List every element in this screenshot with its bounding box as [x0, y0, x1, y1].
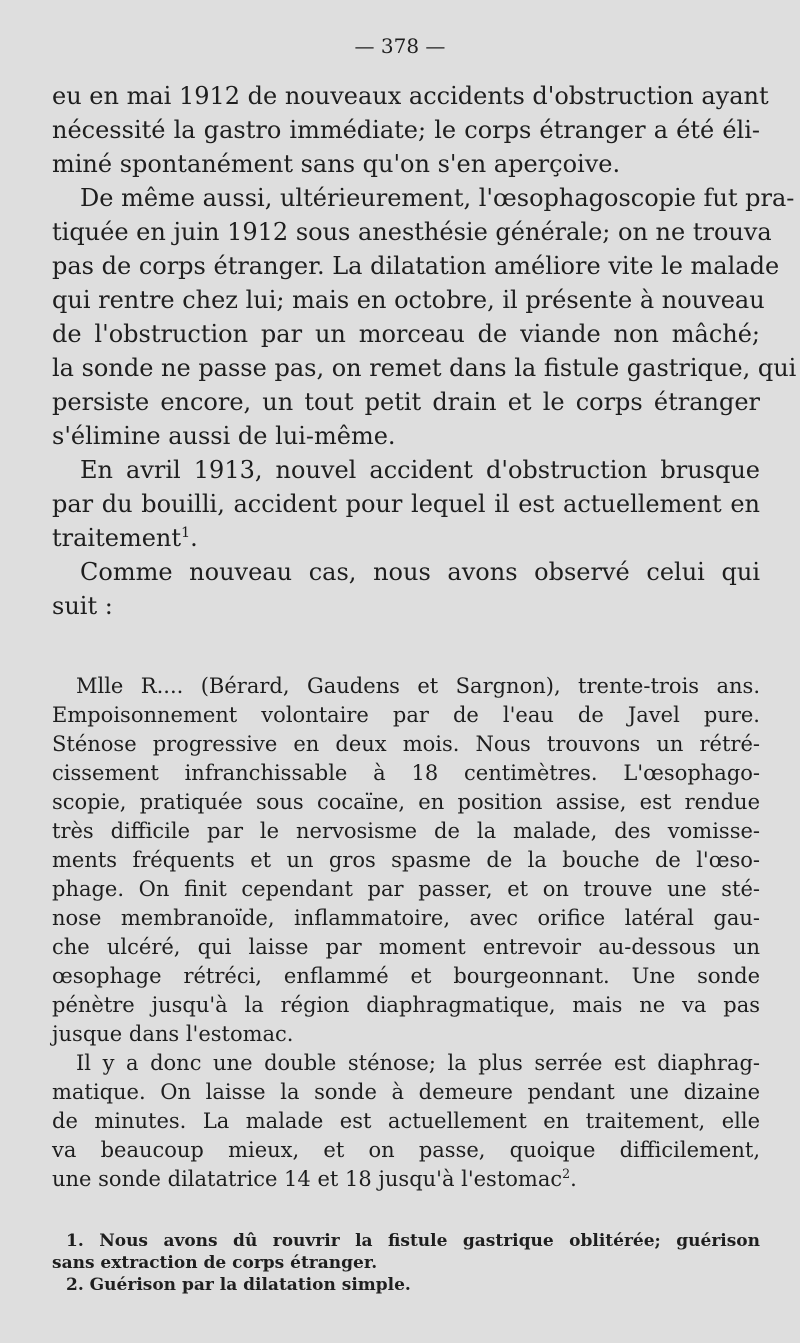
- text-line: tiquée en juin 1912 sous anesthésie générale; on ne trouva: [52, 218, 772, 246]
- text-line: s'élimine aussi de lui-même.: [52, 422, 396, 450]
- text-line: qui rentre chez lui; mais en octobre, il présente à nouveau: [52, 286, 765, 314]
- text-fragment: traitement: [52, 524, 182, 552]
- case-line: très difficile par le nervosisme de la malade, des vomisse-: [52, 819, 760, 843]
- footnote-line: sans extraction de corps étranger.: [52, 1253, 378, 1273]
- text-line: de l'obstruction par un morceau de viande non mâché;: [52, 320, 760, 348]
- text-line: nécessité la gastro immédiate; le corps étranger a été éli-: [52, 116, 760, 144]
- case-line: cissement infranchissable à 18 centimètres. L'œsophago-: [52, 761, 760, 785]
- text-line: par du bouilli, accident pour lequel il est actuellement en: [52, 490, 760, 518]
- case-line: va beaucoup mieux, et on passe, quoique difficilement,: [52, 1138, 760, 1162]
- text-line-with-footnote: traitement$^1$.: [52, 524, 198, 552]
- main-text: [52, 79, 797, 623]
- case-report: [52, 672, 760, 1194]
- page-number: — 378 —: [354, 34, 446, 58]
- text-line: pas de corps étranger. La dilatation améliore vite le malade: [52, 252, 780, 280]
- case-line: scopie, pratiquée sous cocaïne, en position assise, est rendue: [52, 790, 760, 814]
- case-line: Il y a donc une double sténose; la plus serrée est diaphrag-: [76, 1051, 760, 1075]
- footnote-line: 1. Nous avons dû rouvrir la fistule gastrique oblitérée; guérison: [66, 1231, 760, 1251]
- footnote-line: 2. Guérison par la dilatation simple.: [66, 1275, 411, 1295]
- footnote-ref: 1: [181, 525, 191, 541]
- text-line: En avril 1913, nouvel accident d'obstruction brusque: [80, 456, 760, 484]
- case-line: matique. On laisse la sonde à demeure pendant une dizaine: [52, 1080, 760, 1104]
- case-line: che ulcéré, qui laisse par moment entrevoir au-dessous un: [52, 935, 760, 959]
- text-line: Comme nouveau cas, nous avons observé celui qui: [80, 558, 760, 586]
- case-line: pénètre jusqu'à la région diaphragmatique, mais ne va pas: [52, 993, 760, 1017]
- case-line: nose membranoïde, inflammatoire, avec orifice latéral gau-: [52, 906, 760, 930]
- text-line: eu en mai 1912 de nouveaux accidents d'obstruction ayant: [52, 82, 769, 110]
- text-line: suit :: [52, 592, 113, 620]
- case-line: Sténose progressive en deux mois. Nous trouvons un rétré-: [52, 732, 760, 756]
- text-line: De même aussi, ultérieurement, l'œsophagoscopie fut pra-: [80, 184, 795, 212]
- text-line: miné spontanément sans qu'on s'en aperçoive.: [52, 150, 621, 178]
- case-line: phage. On finit cependant par passer, et on trouve une sté-: [52, 877, 760, 901]
- text-line: persiste encore, un tout petit drain et le corps étranger: [52, 388, 760, 416]
- case-line: ments fréquents et un gros spasme de la bouche de l'œso-: [52, 848, 760, 872]
- text-fragment: une sonde dilatatrice 14 et 18 jusqu'à l'estomac: [52, 1167, 563, 1191]
- case-line: Mlle R.... (Bérard, Gaudens et Sargnon), trente-trois ans.: [76, 674, 760, 698]
- footnote-ref: 2: [562, 1166, 571, 1181]
- case-line-with-footnote: une sonde dilatatrice 14 et 18 jusqu'à l'estomac$^2$.: [52, 1166, 577, 1191]
- footnotes: [52, 1230, 760, 1296]
- case-line: œsophage rétréci, enflammé et bourgeonnant. Une sonde: [52, 964, 760, 988]
- case-line: de minutes. La malade est actuellement en traitement, elle: [52, 1109, 760, 1133]
- text-line: la sonde ne passe pas, on remet dans la fistule gastrique, qui: [52, 354, 797, 382]
- case-line: jusque dans l'estomac.: [52, 1022, 294, 1046]
- case-line: Empoisonnement volontaire par de l'eau de Javel pure.: [52, 703, 760, 727]
